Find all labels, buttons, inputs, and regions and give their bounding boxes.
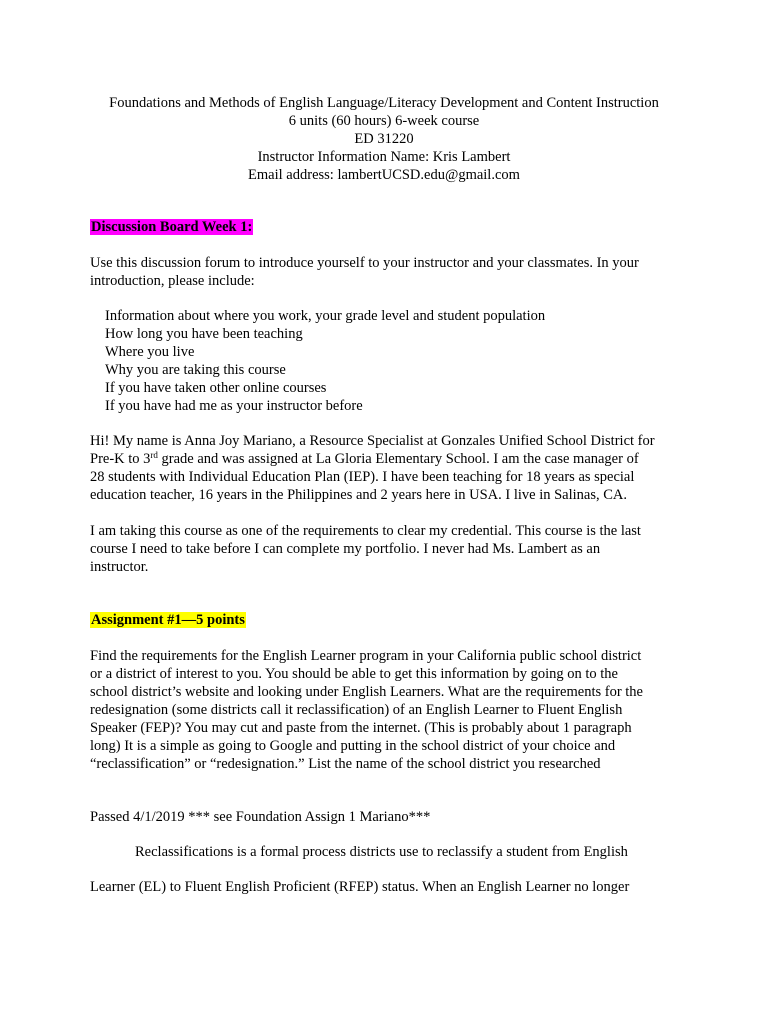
response-paragraph-1 xyxy=(90,432,680,504)
ordinal-suffix: rd xyxy=(150,450,158,460)
course-title: Foundations and Methods of English Language/Literacy Development and Content Instruction xyxy=(109,95,659,111)
checklist-item: How long you have been teaching xyxy=(105,325,303,342)
assignment-line: or a district of interest to you. You should be able to get this information by going on to the xyxy=(90,666,618,682)
response-text: grade and was assigned at La Gloria Elementary School. I am the case manager of xyxy=(157,451,639,467)
passed-note: Passed 4/1/2019 *** see Foundation Assign 1 Mariano*** xyxy=(90,809,431,825)
assignment-instructions xyxy=(90,647,680,773)
course-units: 6 units (60 hours) 6-week course xyxy=(288,113,480,129)
response-line: education teacher, 16 years in the Philippines and 2 years here in USA. I live in Salinas, CA. xyxy=(90,487,627,503)
intro-line: introduction, please include: xyxy=(90,273,255,289)
answer-line-2: Learner (EL) to Fluent English Proficient (RFEP) status. When an English Learner no longer xyxy=(90,879,630,895)
checklist-item: Information about where you work, your grade level and student population xyxy=(105,308,546,324)
response-paragraph-2 xyxy=(90,522,680,576)
response-line: course I need to take before I can complete my portfolio. I never had Ms. Lambert as an xyxy=(90,541,601,557)
assignment-heading-row xyxy=(90,611,680,629)
answer-line-1: Reclassifications is a formal process districts use to reclassify a student from English xyxy=(135,844,628,860)
assignment-line: redesignation (some districts call it reclassification) of an English Learner to Fluent English xyxy=(90,702,623,718)
assignment-line: Find the requirements for the English Learner program in your California public school district xyxy=(90,648,642,664)
response-text: Pre-K to 3 xyxy=(90,451,151,467)
instructor-email: Email address: lambertUCSD.edu@gmail.com xyxy=(248,167,520,183)
assignment-line: “reclassification” or “redesignation.” List the name of the school district you researched xyxy=(90,756,601,772)
response-line: I am taking this course as one of the requirements to clear my credential. This course is the last xyxy=(90,523,641,539)
intro-line: Use this discussion forum to introduce yourself to your instructor and your classmates. In your xyxy=(90,255,639,271)
response-line: Hi! My name is Anna Joy Mariano, a Resource Specialist at Gonzales Unified School District for xyxy=(90,433,655,449)
discussion-heading: Discussion Board Week 1: xyxy=(91,219,253,235)
checklist-item: If you have had me as your instructor before xyxy=(105,397,363,414)
discussion-heading-row xyxy=(90,218,680,236)
response-line: instructor. xyxy=(90,559,149,575)
intro-checklist xyxy=(105,308,545,415)
assignment-heading: Assignment #1—5 points xyxy=(91,612,245,628)
checklist-item: Where you live xyxy=(105,343,195,360)
course-code: ED 31220 xyxy=(354,131,414,147)
response-line: 28 students with Individual Education Plan (IEP). I have been teaching for 18 years as special xyxy=(90,469,635,485)
instructor-name: Instructor Information Name: Kris Lambert xyxy=(257,149,511,165)
assignment-line: long) It is a simple as going to Google and putting in the school district of your choice and xyxy=(90,738,616,754)
discussion-intro xyxy=(90,254,680,290)
checklist-item: Why you are taking this course xyxy=(105,361,286,378)
checklist-item: If you have taken other online courses xyxy=(105,379,327,396)
assignment-line: school district’s website and looking under English Learners. What are the requirements for the xyxy=(90,684,643,700)
course-header xyxy=(0,94,768,184)
response-line xyxy=(90,450,680,468)
assignment-line: Speaker (FEP)? You may cut and paste from the internet. (This is probably about 1 paragraph xyxy=(90,720,632,736)
